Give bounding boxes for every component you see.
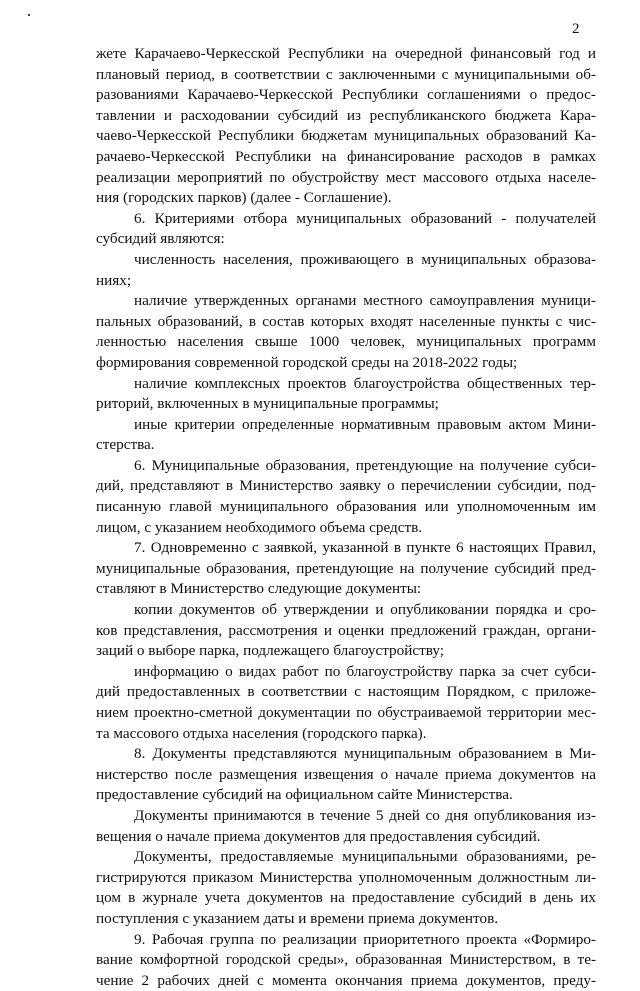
text-line: ния (городских парков) (далее - Соглашение). xyxy=(96,189,392,207)
text-line: численность населения, проживающего в муниципальных образова- xyxy=(134,250,596,268)
text-line: цом в журнале учета документов на предоставление субсидий в день их xyxy=(96,889,596,907)
text-line: реализации мероприятий по обустройству мест массового отдыха населе- xyxy=(96,168,596,186)
text-line: стерства. xyxy=(96,436,155,454)
text-line: Документы принимаются в течение 5 дней со дня опубликования из- xyxy=(134,806,596,824)
text-line: наличие утвержденных органами местного самоуправления муници- xyxy=(134,292,596,310)
text-line: вание комфортной городской среды», образованная Министерством, в те- xyxy=(96,951,596,969)
page-number: 2 xyxy=(572,21,580,37)
text-line: 6. Критериями отбора муниципальных образований - получателей xyxy=(134,209,596,227)
text-line: гистрируются приказом Министерства уполномоченным должностным ли- xyxy=(96,868,596,886)
text-line: нистерство после размещения извещения о начале приема документов на xyxy=(96,765,596,783)
text-line: рачаево-Черкесской Республики на финансирование расходов в рамках xyxy=(96,147,596,165)
text-line: 9. Рабочая группа по реализации приоритетного проекта «Формиро- xyxy=(134,930,596,948)
text-line: субсидий являются: xyxy=(96,230,225,248)
text-line: 7. Одновременно с заявкой, указанной в пункте 6 настоящих Правил, xyxy=(134,539,596,557)
text-line: чение 2 рабочих дней с момента окончания приема документов, преду- xyxy=(96,971,596,989)
text-line: чаево-Черкесской Республики бюджетам муниципальных образований Ка- xyxy=(96,127,596,145)
text-line: 6. Муниципальные образования, претендующие на получение субси- xyxy=(134,456,596,474)
text-line: нием проектно-сметной документации по обустраиваемой территории мес- xyxy=(96,704,596,721)
text-line: та массового отдыха населения (городского парка). xyxy=(96,724,427,742)
text-line: дий, представляют в Министерство заявку о перечислении субсидии, под- xyxy=(96,477,596,495)
text-line: заций о выборе парка, подлежащего благоустройству; xyxy=(96,642,444,660)
text-line: Документы, предоставляемые муниципальными образованиями, ре- xyxy=(134,848,596,866)
text-line: ниях; xyxy=(96,271,132,289)
text-line: ставляют в Министерство следующие документы: xyxy=(96,580,422,598)
text-line: риторий, включенных в муниципальные программы; xyxy=(96,395,439,413)
text-line: 8. Документы представляются муниципальным образованием в Ми- xyxy=(134,745,596,763)
text-line: тавлении и расходовании субсидий из республиканского бюджета Кара- xyxy=(96,106,596,124)
text-line: жете Карачаево-Черкесской Республики на очередной финансовый год и xyxy=(96,45,596,62)
text-line: наличие комплексных проектов благоустройства общественных тер- xyxy=(134,374,596,392)
text-line: формирования современной городской среды на 2018-2022 годы; xyxy=(96,353,518,371)
text-line: дий предоставленных в соответствии с настоящим Порядком, с приложе- xyxy=(96,683,596,701)
text-line: иные критерии определенные нормативным правовым актом Мини- xyxy=(134,415,596,433)
text-line: писанную главой муниципального образования или уполномоченным им xyxy=(96,498,596,516)
text-line: пальных образований, в состав которых входят населенные пункты с чис- xyxy=(96,312,596,330)
text-line: плановый период, в соответствии с заключенными с муниципальными об- xyxy=(96,65,596,83)
text-line: информацию о видах работ по благоустройству парка за счет субси- xyxy=(134,662,596,680)
text-line: разованиями Карачаево-Черкесской Республики соглашениями о предос- xyxy=(96,86,596,104)
document-body xyxy=(96,44,596,991)
text-line: ленностью населения свыше 1000 человек, муниципальных программ xyxy=(96,333,596,351)
text-line: поступления с указанием даты и времени приема документов. xyxy=(96,909,499,927)
text-line: лицом, с указанием необходимого объема средств. xyxy=(96,518,423,536)
text-line: копии документов об утверждении и опубликовании порядка и сро- xyxy=(134,601,596,619)
scan-speck xyxy=(28,14,30,16)
text-line: вещения о начале приема документов для предоставления субсидий. xyxy=(96,827,541,845)
text-line: ков представления, рассмотрения и оценки предложений граждан, органи- xyxy=(96,621,596,639)
text-line: предоставление субсидий на официальном сайте Министерства. xyxy=(96,786,513,804)
text-line: муниципальные образования, претендующие на получение субсидий пред- xyxy=(96,559,596,577)
